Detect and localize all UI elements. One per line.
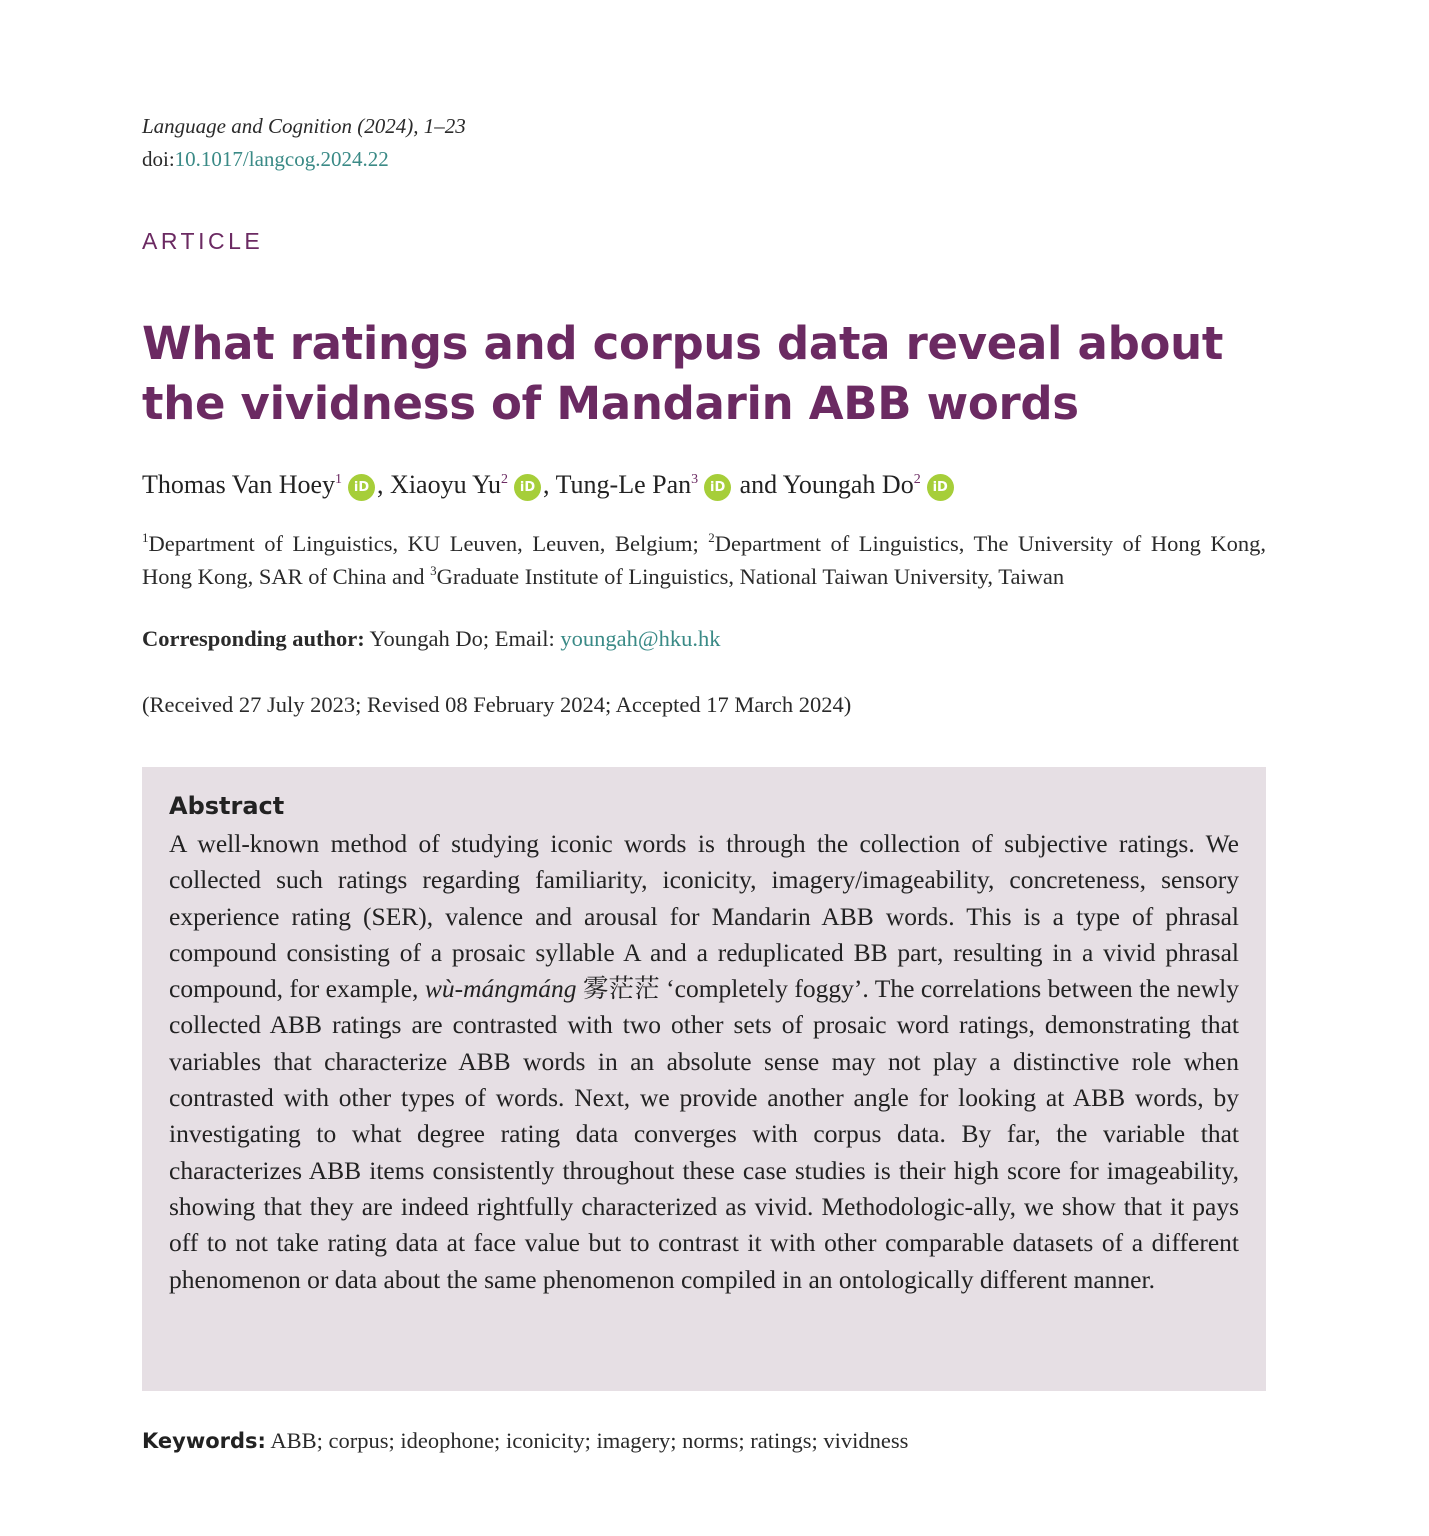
author-separator: and	[733, 470, 783, 499]
author-name: Thomas Van Hoey	[142, 470, 336, 499]
corresponding-text: Youngah Do; Email:	[364, 626, 561, 651]
keywords	[142, 1428, 908, 1454]
affiliation-text: Department of Linguistics, KU Leuven, Leuven, Belgium;	[148, 531, 709, 556]
doi-link[interactable]: 10.1017/langcog.2024.22	[174, 147, 389, 171]
abstract-example-word: wù-mángmáng	[424, 974, 577, 1004]
affiliation-number: 3	[430, 563, 437, 578]
affiliation-marker: 2	[501, 472, 509, 487]
affiliation-text: Department of Linguistics, The University of Hong Kong, Hong Kong, SAR of China and	[142, 531, 1266, 589]
affiliations	[142, 527, 1266, 593]
author-list	[142, 468, 956, 502]
affiliation-marker: 3	[691, 472, 699, 487]
email-link[interactable]: youngah@hku.hk	[560, 626, 721, 651]
doi-line	[142, 147, 389, 172]
doi-prefix: doi:	[142, 147, 175, 171]
publication-history: (Received 27 July 2023; Revised 08 February 2024; Accepted 17 March 2024)	[142, 692, 852, 717]
keywords-label: Keywords:	[142, 1429, 266, 1453]
affiliation-marker: 2	[913, 472, 921, 487]
author-name: Tung-Le Pan	[555, 470, 692, 499]
abstract-box	[142, 767, 1266, 1391]
corresponding-label: Corresponding author:	[142, 626, 365, 651]
abstract-part-1: A well-known method of studying iconic words is through the collection of subjective ratings. We collected such ratings regarding familiarity, iconicity, imagery/imageability, concreteness, sensory experience rating (SER), valence and arousal for Mandarin ABB words. This is a type of phrasal compound consisting of a prosaic syllable A and a reduplicated BB part, resulting in a vivid phrasal compound, for example,	[169, 829, 1239, 1004]
abstract-heading: Abstract	[169, 792, 285, 820]
keywords-list: ABB; corpus; ideophone; iconicity; imagery; norms; ratings; vividness	[265, 1428, 909, 1453]
orcid-icon[interactable]: iD	[704, 474, 731, 501]
author-name: Xiaoyu Yu	[390, 470, 502, 499]
article-title: What ratings and corpus data reveal about the vividness of Mandarin ABB words	[142, 317, 1224, 430]
author-separator: ,	[377, 470, 391, 499]
affiliation-text: Graduate Institute of Linguistics, National Taiwan University, Taiwan	[436, 564, 1065, 589]
affiliation-marker: 1	[335, 472, 343, 487]
orcid-icon[interactable]: iD	[927, 474, 954, 501]
orcid-icon[interactable]: iD	[514, 474, 541, 501]
orcid-icon[interactable]: iD	[348, 474, 375, 501]
affiliation-number: 1	[142, 530, 149, 545]
affiliation-number: 2	[708, 530, 715, 545]
abstract-text	[169, 826, 1239, 1298]
abstract-part-2: 雾茫茫 ‘completely foggy’. The correlations between the newly collected ABB ratings are contrasted with two other sets of prosaic word ratings, demonstrating that variables that characterize ABB words in an absolute sense may not play a distinctive role when contrasted with other types of words. Next, we provide another angle for looking at ABB words, by investigating to what degree rating data converges with corpus data. By far, the variable that characterizes ABB items consistently throughout these case studies is their high score for imageability, showing that they are indeed rightfully characterized as vivid. Methodologic-ally, we show that it pays off to not take rating data at face value but to contrast it with other comparable datasets of a different phenomenon or data about the same phenomenon compiled in an ontologically different manner.	[169, 974, 1239, 1294]
article-type-label: ARTICLE	[142, 228, 264, 254]
journal-citation: Language and Cognition (2024), 1–23	[142, 114, 466, 138]
corresponding-author	[142, 626, 720, 652]
author-separator: ,	[543, 470, 556, 499]
author-name: Youngah Do	[782, 470, 914, 499]
